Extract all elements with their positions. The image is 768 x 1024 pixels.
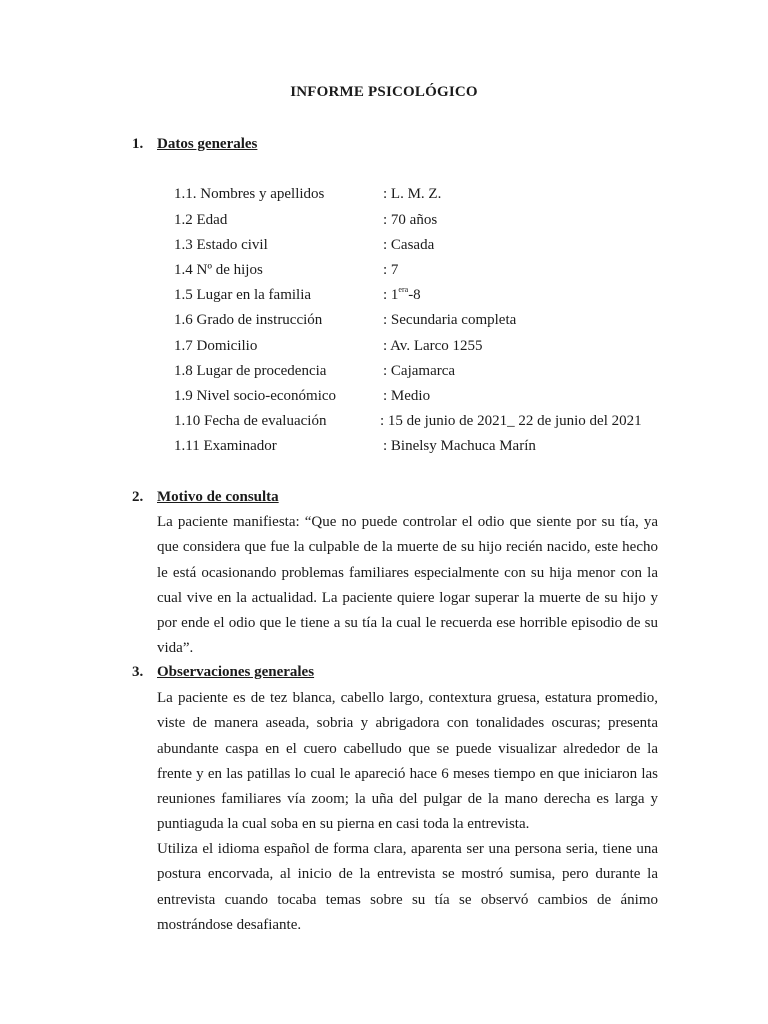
row-label: 1.8 Lugar de procedencia [174, 363, 327, 379]
row-label: 1.7 Domicilio [174, 338, 258, 354]
row-label: 1.1. Nombres y apellidos [174, 186, 325, 202]
row-value: : L. M. Z. [383, 186, 442, 202]
row-value [383, 287, 421, 304]
row-label: 1.3 Estado civil [174, 237, 268, 253]
row-label: 1.5 Lugar en la familia [174, 287, 312, 303]
row-value-prefix: : 1 [383, 287, 399, 303]
section-heading-datos-generales [132, 136, 257, 153]
section-title: Observaciones generales [157, 664, 315, 680]
section-heading-motivo-consulta [132, 489, 279, 506]
section-heading-observaciones [132, 664, 314, 681]
row-label: 1.10 Fecha de evaluación [174, 413, 327, 429]
row-label: 1.9 Nivel socio-económico [174, 388, 337, 404]
row-label: 1.2 Edad [174, 212, 228, 228]
section-title: Motivo de consulta [157, 489, 279, 505]
row-value: : 15 de junio de 2021_ 22 de junio del 2021 [380, 413, 642, 429]
row-value: : Medio [383, 388, 431, 404]
row-label: 1.6 Grado de instrucción [174, 312, 323, 328]
row-value: : 70 años [383, 212, 438, 228]
row-label: 1.11 Examinador [174, 438, 277, 454]
section-number: 2. [132, 489, 144, 505]
row-label: 1.4 Nº de hijos [174, 262, 263, 278]
row-value: : Cajamarca [383, 363, 456, 379]
row-value: : Av. Larco 1255 [383, 338, 483, 354]
observaciones-paragraph-2: Utiliza el idioma español de forma clara, aparenta ser una persona seria, tiene una postura encorvada, al inicio de la entrevista se mostró sumisa, pero durante la entrevista cuando tocaba temas sobre su tía se observó cambios de ánimo mostrándose desafiante. [157, 841, 658, 933]
row-value: : 7 [383, 262, 399, 278]
row-value-suffix: -8 [408, 287, 421, 303]
row-value: : Casada [383, 237, 435, 253]
row-value: : Secundaria completa [383, 312, 517, 328]
section-number: 1. [132, 136, 144, 152]
observaciones-paragraph-1: La paciente es de tez blanca, cabello largo, contextura gruesa, estatura promedio, viste de manera aseada, sobria y abrigadora con tonalidades oscuras; presenta abundante caspa en el cuero cabelludo que se puede visualizar alrededor de la frente y en las patillas lo cual le apareció hace 6 meses tiempo en que iniciaron las reuniones familiares vía zoom; la uña del pulgar de la mano derecha es larga y puntiaguda la cual soba en su pierna en casi toda la entrevista. [157, 690, 658, 833]
section-title: Datos generales [157, 136, 258, 152]
section-number: 3. [132, 664, 144, 680]
motivo-paragraph: La paciente manifiesta: “Que no puede controlar el odio que siente por su tía, ya que considera que fue la culpable de la muerte de su hijo recién nacido, este hecho le está ocasionando problemas familiares especialmente con su hija menor con la cual vive en la actualidad. La paciente quiere logar superar la muerte de su hijo y por ende el odio que le tiene a su tía la cual le recuerda ese horrible episodio de su vida”. [157, 514, 658, 657]
document-title: INFORME PSICOLÓGICO [290, 84, 478, 100]
row-value-superscript: era [398, 285, 409, 294]
row-value: : Binelsy Machuca Marín [383, 438, 536, 454]
